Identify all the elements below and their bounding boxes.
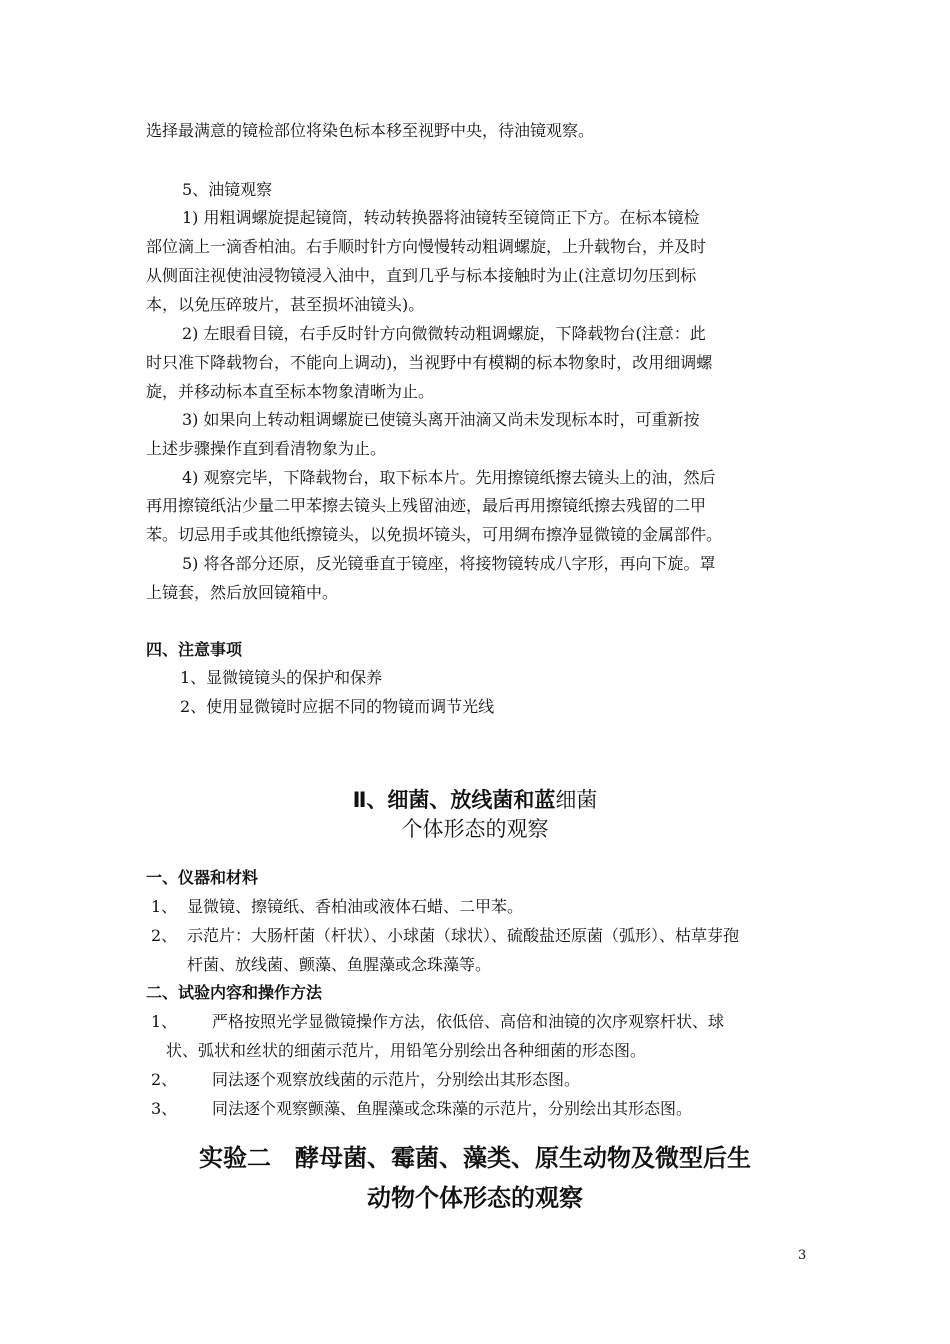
paragraph-line: 4) 观察完毕，下降载物台，取下标本片。先用擦镜纸擦去镜头上的油，然后 bbox=[182, 468, 716, 487]
paragraph-line: 本，以免压碎玻片，甚至损坏油镜头)。 bbox=[146, 295, 425, 314]
item-number: 2、 bbox=[151, 926, 178, 945]
item-text: 杆菌、放线菌、颤藻、鱼腥藻或念珠藻等。 bbox=[187, 955, 492, 974]
paragraph-line: 部位滴上一滴香柏油。右手顺时针方向慢慢转动粗调螺旋，上升载物台，并及时 bbox=[146, 237, 707, 256]
paragraph-line: 2) 左眼看目镜，右手反时针方向微微转动粗调螺旋，下降载物台(注意：此 bbox=[182, 324, 706, 343]
section-heading: 四、注意事项 bbox=[146, 640, 243, 659]
experiment-title-line2: 动物个体形态的观察 bbox=[367, 1184, 583, 1212]
section-heading: 二、试验内容和操作方法 bbox=[146, 983, 323, 1002]
item-text: 严格按照光学显微镜操作方法，依低倍、高倍和油镜的次序观察杆状、球 bbox=[212, 1012, 725, 1031]
paragraph-line: 5) 将各部分还原，反光镜垂直于镜座，将接物镜转成八字形，再向下旋。罩 bbox=[182, 554, 716, 573]
part-title bbox=[0, 786, 950, 814]
paragraph-line: 1) 用粗调螺旋提起镜筒，转动转换器将油镜转至镜筒正下方。在标本镜检 bbox=[182, 208, 700, 227]
item-number: 1、 bbox=[151, 1012, 178, 1031]
item-number: 2、 bbox=[151, 1070, 178, 1089]
paragraph-line: 3) 如果向上转动粗调螺旋已使镜头离开油滴又尚未发现标本时，可重新按 bbox=[182, 410, 700, 429]
paragraph-line: 上镜套，然后放回镜箱中。 bbox=[146, 583, 339, 602]
part-subtitle: 个体形态的观察 bbox=[401, 817, 549, 841]
part-title-bold: Ⅱ、细菌、放线菌和蓝 bbox=[352, 788, 556, 812]
paragraph-line: 苯。切忌用手或其他纸擦镜头，以免损坏镜头，可用绸布擦净显微镜的金属部件。 bbox=[146, 525, 723, 544]
item-text: 示范片：大肠杆菌（杆状）、小球菌（球状）、硫酸盐还原菌（弧形）、枯草芽孢 bbox=[187, 926, 740, 945]
part-title-rest: 细菌 bbox=[555, 788, 598, 812]
step-heading: 5、油镜观察 bbox=[182, 180, 273, 199]
list-item: 2、使用显微镜时应据不同的物镜而调节光线 bbox=[180, 697, 495, 716]
item-text: 状、弧状和丝状的细菌示范片，用铅笔分别绘出各种细菌的形态图。 bbox=[166, 1041, 647, 1060]
paragraph-line: 再用擦镜纸沾少量二甲苯擦去镜头上残留油迹，最后再用擦镜纸擦去残留的二甲 bbox=[146, 496, 707, 515]
item-number: 3、 bbox=[151, 1099, 178, 1118]
paragraph-line: 时只准下降载物台，不能向上调动)，当视野中有模糊的标本物象时，改用细调螺 bbox=[146, 353, 713, 372]
item-text: 显微镜、擦镜纸、香柏油或液体石蜡、二甲苯。 bbox=[187, 897, 524, 916]
experiment-title-line1: 实验二 酵母菌、霉菌、藻类、原生动物及微型后生 bbox=[199, 1144, 751, 1172]
paragraph-line: 上述步骤操作直到看清物象为止。 bbox=[146, 439, 387, 458]
paragraph-line: 选择最满意的镜检部位将染色标本移至视野中央，待油镜观察。 bbox=[146, 121, 595, 140]
paragraph-line: 从侧面注视使油浸物镜浸入油中，直到几乎与标本接触时为止(注意切勿压到标 bbox=[146, 266, 697, 285]
item-number: 1、 bbox=[151, 897, 178, 916]
page-number: 3 bbox=[798, 1248, 807, 1263]
item-text: 同法逐个观察颤藻、鱼腥藻或念珠藻的示范片，分别绘出其形态图。 bbox=[212, 1099, 693, 1118]
paragraph-line: 旋，并移动标本直至标本物象清晰为止。 bbox=[146, 382, 435, 401]
section-heading: 一、仪器和材料 bbox=[146, 868, 259, 887]
list-item: 1、显微镜镜头的保护和保养 bbox=[180, 668, 383, 687]
item-text: 同法逐个观察放线菌的示范片，分别绘出其形态图。 bbox=[212, 1070, 581, 1089]
